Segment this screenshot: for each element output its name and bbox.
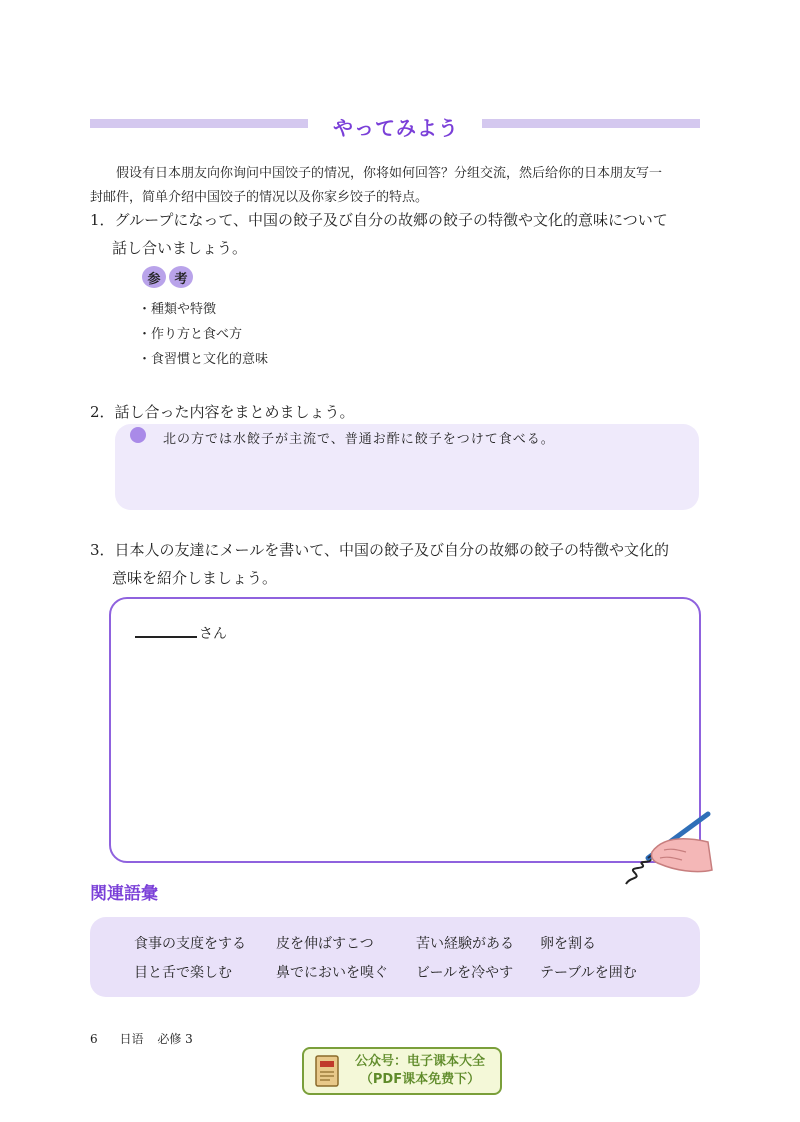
vocab-item: テーブルを囲む [540,965,637,981]
reference-list [138,297,268,372]
book-icon [314,1054,340,1088]
page-footer [90,1030,193,1047]
question-1-line-1: 1．グループになって、中国の餃子及び自分の故郷の餃子の特徴や文化的意味について [90,211,668,229]
reference-badge-char-2: 考 [169,266,193,288]
watermark-stamp [302,1047,502,1095]
stamp-line-1: 公众号：电子课本大全 [354,1054,485,1069]
vocab-item: 皮を伸ばすこつ [276,936,374,952]
question-1 [90,206,705,262]
vocab-box [90,917,700,997]
page-number: 6 [90,1032,98,1046]
answer-bullet-icon [130,427,146,443]
name-blank[interactable] [135,622,197,638]
intro-line-2: 封邮件，简单介绍中国饺子的情况以及你家乡饺子的特点。 [90,190,429,205]
book-title: 日语 [119,1032,144,1046]
vocab-item: 鼻でにおいを嗅ぐ [276,965,388,981]
title-bar-right [482,119,700,128]
book-volume: 必修 3 [157,1032,193,1046]
question-2: 2．話し合った内容をまとめましょう。 [90,403,355,421]
vocab-item: 食事の支度をする [134,936,246,952]
vocab-item: ビールを冷やす [416,965,514,981]
letter-salutation [135,622,227,643]
answer-text: 北の方では水餃子が主流で、普通お酢に餃子をつけて食べる。 [163,432,555,447]
intro-line-1: 假设有日本朋友向你询问中国饺子的情况，你将如何回答？分组交流，然后给你的日本朋友写一 [116,166,663,181]
hand-writing-icon [612,808,714,888]
title-bar-left [90,119,308,128]
salutation-suffix: さん [199,626,227,642]
reference-item: ・食習慣と文化的意味 [138,352,269,367]
reference-badge [142,266,193,288]
stamp-line-2: （PDF课本免费下） [359,1072,481,1087]
question-3-line-2: 意味を紹介しましょう。 [112,569,278,587]
page-title: やってみよう [333,116,459,140]
vocab-heading: 関連語彙 [90,884,158,904]
question-3 [90,536,705,592]
intro-paragraph [90,162,702,210]
question-1-line-2: 話し合いましょう。 [112,239,248,257]
vocab-item: 苦い経験がある [416,936,514,952]
reference-badge-char-1: 参 [142,266,166,288]
reference-item: ・作り方と食べ方 [138,327,243,342]
vocab-item: 目と舌で楽しむ [134,965,232,981]
vocab-item: 卵を割る [540,936,596,952]
question-3-line-1: 3．日本人の友達にメールを書いて、中国の餃子及び自分の故郷の餃子の特徴や文化的 [90,541,669,559]
reference-item: ・種類や特徴 [138,302,217,317]
